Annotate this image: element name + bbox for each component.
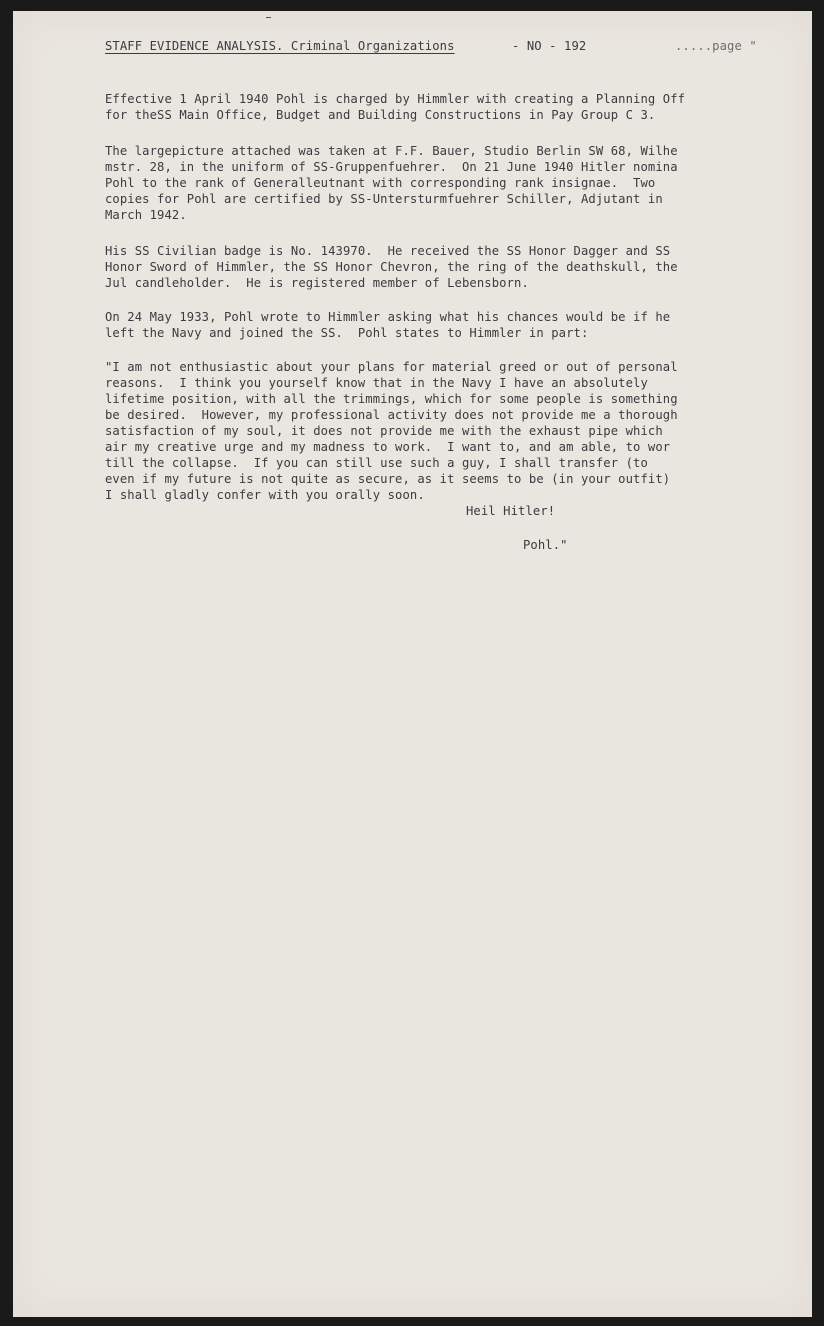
document-page	[13, 11, 812, 1317]
page-reference: .....page "	[675, 39, 757, 53]
quote-line-9: I shall gladly confer with you orally soon.	[105, 488, 425, 502]
quote-line-7: till the collapse. If you can still use such a guy, I shall transfer (to	[105, 456, 648, 470]
paragraph-1-line-2: for theSS Main Office, Budget and Building Constructions in Pay Group C 3.	[105, 108, 656, 122]
paragraph-3-line-3: Jul candleholder. He is registered member of Lebensborn.	[105, 276, 529, 290]
paragraph-4-line-2: left the Navy and joined the SS. Pohl states to Himmler in part:	[105, 326, 589, 340]
signature: Pohl."	[523, 538, 568, 552]
paragraph-2-line-2: mstr. 28, in the uniform of SS-Gruppenfuehrer. On 21 June 1940 Hitler nomina	[105, 160, 678, 174]
paragraph-2-line-4: copies for Pohl are certified by SS-Untersturmfuehrer Schiller, Adjutant in	[105, 192, 663, 206]
quote-line-4: be desired. However, my professional activity does not provide me a thorough	[105, 408, 678, 422]
paragraph-2-line-3: Pohl to the rank of Generalleutnant with corresponding rank insignae. Two	[105, 176, 656, 190]
quote-line-8: even if my future is not quite as secure, as it seems to be (in your outfit)	[105, 472, 671, 486]
paragraph-2-line-5: March 1942.	[105, 208, 187, 222]
document-number: - NO - 192	[512, 39, 587, 53]
quote-line-1: "I am not enthusiastic about your plans for material greed or out of personal	[105, 360, 678, 374]
document-header	[105, 38, 785, 60]
paragraph-2-line-1: The largepicture attached was taken at F.F. Bauer, Studio Berlin SW 68, Wilhe	[105, 144, 678, 158]
paragraph-3-line-1: His SS Civilian badge is No. 143970. He received the SS Honor Dagger and SS	[105, 244, 671, 258]
quote-line-2: reasons. I think you yourself know that in the Navy I have an absolutely	[105, 376, 648, 390]
margin-mark	[266, 17, 271, 18]
paragraph-4-line-1: On 24 May 1933, Pohl wrote to Himmler asking what his chances would be if he	[105, 310, 671, 324]
paragraph-3-line-2: Honor Sword of Himmler, the SS Honor Chevron, the ring of the deathskull, the	[105, 260, 678, 274]
quote-line-6: air my creative urge and my madness to work. I want to, and am able, to wor	[105, 440, 671, 454]
header-title: STAFF EVIDENCE ANALYSIS. Criminal Organizations	[105, 39, 455, 53]
quote-line-5: satisfaction of my soul, it does not provide me with the exhaust pipe which	[105, 424, 663, 438]
salutation: Heil Hitler!	[466, 504, 556, 518]
quote-line-3: lifetime position, with all the trimmings, which for some people is something	[105, 392, 678, 406]
paragraph-1-line-1: Effective 1 April 1940 Pohl is charged by Himmler with creating a Planning Off	[105, 92, 686, 106]
